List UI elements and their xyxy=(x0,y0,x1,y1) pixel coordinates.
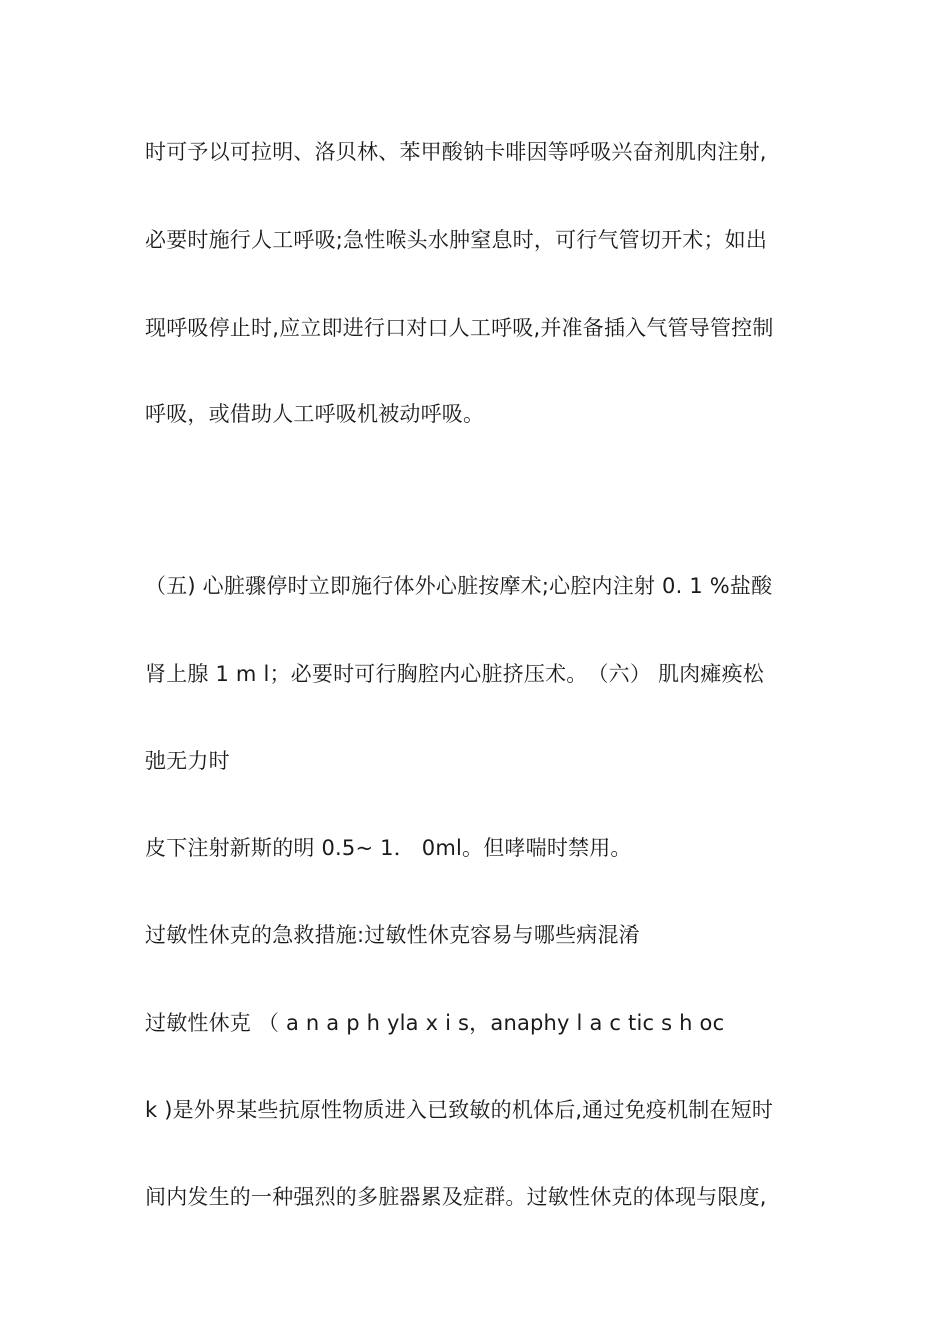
text-line: 弛无力时 xyxy=(145,749,230,773)
text-line: 呼吸，或借助人工呼吸机被动呼吸。 xyxy=(145,402,485,426)
section-heading: 过敏性休克的急救措施:过敏性休克容易与哪些病混淆 xyxy=(145,923,640,947)
text-line: 必要时施行人工呼吸;急性喉头水肿窒息时，可行气管切开术；如出 xyxy=(145,228,768,252)
text-line: 时﻿可予以可拉明、洛贝林、苯甲酸钠卡啡因等呼吸兴奋剂肌肉注射, xyxy=(145,140,767,164)
text-line: 皮下注射新斯的明 0.5~ 1． 0ml。但哮喘时禁用。 xyxy=(145,836,632,860)
text-line: 现呼吸停止时,应立即进行口对口人工呼吸,并准备插入气管导管控制 xyxy=(145,316,774,340)
text-line: 过敏性休克 （ a n a p h yla x i s，anaphy l a c tic s h oc xyxy=(145,1011,725,1035)
text-line: 间内发生的一种强烈的多脏器累及症群。过敏性休克的体现与限度, xyxy=(145,1185,767,1209)
text-line: （五) 心脏骤停时﻿立即施行体外心脏按摩术;心腔内注射 0. 1 %盐酸 xyxy=(145,574,773,598)
text-line: 肾上腺 1 m l；必要时可行胸腔内心脏挤压术。﻿﻿（六） 肌肉瘫痪松 xyxy=(145,662,764,686)
text-line: k )是外界某些抗原性物质进入已致敏的机体后,通过免疫机制在短时 xyxy=(145,1098,774,1122)
